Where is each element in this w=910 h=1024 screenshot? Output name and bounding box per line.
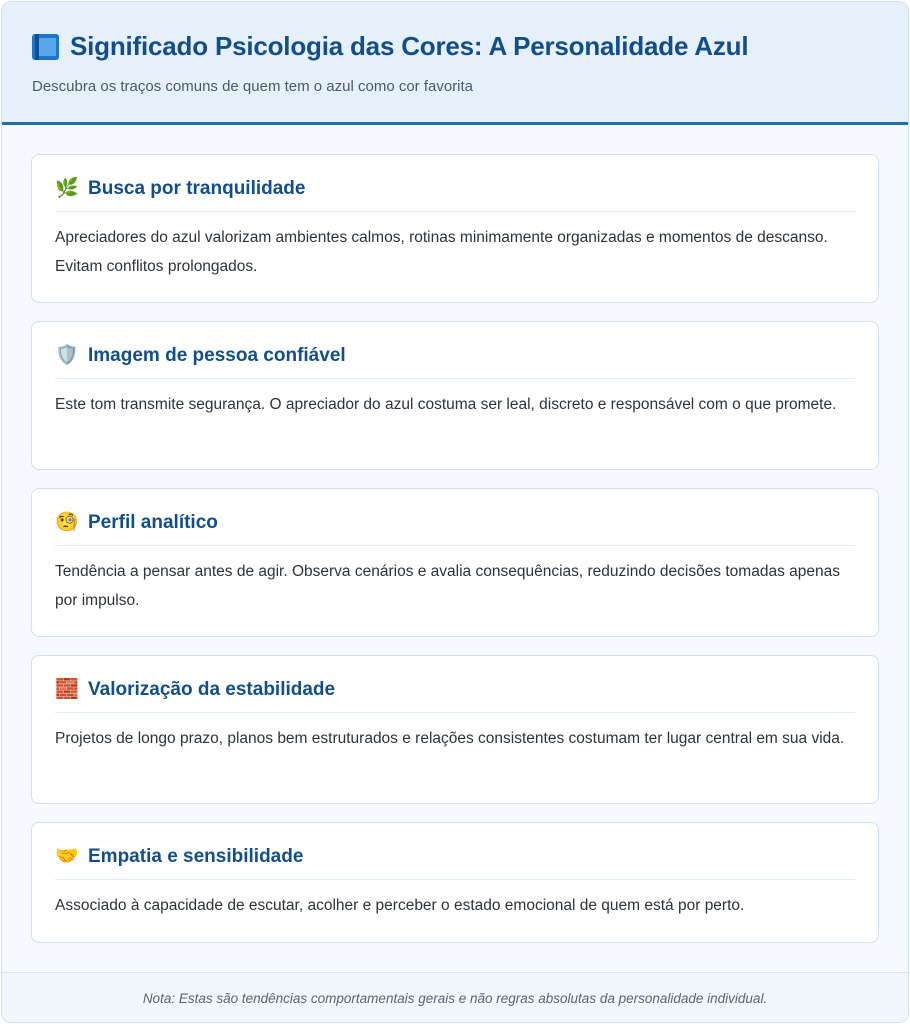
trait-title: Empatia e sensibilidade <box>88 846 304 867</box>
handshake-icon: 🤝 <box>55 846 79 867</box>
trait-card <box>31 488 879 637</box>
trait-description: Tendência a pensar antes de agir. Observa cenários e avalia consequências, reduzindo decisões tomadas apenas por impulso. <box>55 563 840 609</box>
page-frame <box>1 1 909 1023</box>
trait-description: Associado à capacidade de escutar, acolher e perceber o estado emocional de quem está por perto. <box>55 897 745 914</box>
blue-book-icon <box>32 34 59 60</box>
footer-note: Nota: Estas são tendências comportamentais gerais e não regras absolutas da personalidade individual. <box>142 991 768 1006</box>
trait-card-header <box>55 511 855 546</box>
trait-description: Este tom transmite segurança. O apreciador do azul costuma ser leal, discreto e responsável com o que promete. <box>55 396 837 413</box>
trait-description: Apreciadores do azul valorizam ambientes calmos, rotinas minimamente organizadas e momentos de descanso. Evitam conflitos prolongados. <box>55 229 828 275</box>
trait-list <box>2 125 908 943</box>
page-header <box>2 2 908 125</box>
brick-icon: 🧱 <box>55 679 79 700</box>
trait-title: Imagem de pessoa confiável <box>88 345 346 366</box>
page-subtitle: Descubra os traços comuns de quem tem o azul como cor favorita <box>32 78 474 95</box>
title-row <box>32 31 878 62</box>
trait-title: Valorização da estabilidade <box>88 679 336 700</box>
page-footer <box>2 972 908 1023</box>
trait-card <box>31 822 879 943</box>
trait-card <box>31 655 879 804</box>
trait-card-header <box>55 344 855 379</box>
trait-card <box>31 154 879 303</box>
monocle-face-icon: 🧐 <box>55 512 79 533</box>
page-title: Significado Psicologia das Cores: A Personalidade Azul <box>70 31 749 61</box>
shield-icon: 🛡️ <box>55 345 79 366</box>
trait-title: Perfil analítico <box>88 512 218 533</box>
trait-card-header <box>55 678 855 713</box>
trait-card-header <box>55 177 855 212</box>
herb-icon: 🌿 <box>55 178 79 199</box>
trait-description: Projetos de longo prazo, planos bem estruturados e relações consistentes costumam ter lugar central em sua vida. <box>55 730 845 747</box>
trait-title: Busca por tranquilidade <box>88 178 306 199</box>
trait-card <box>31 321 879 470</box>
trait-card-header <box>55 845 855 880</box>
